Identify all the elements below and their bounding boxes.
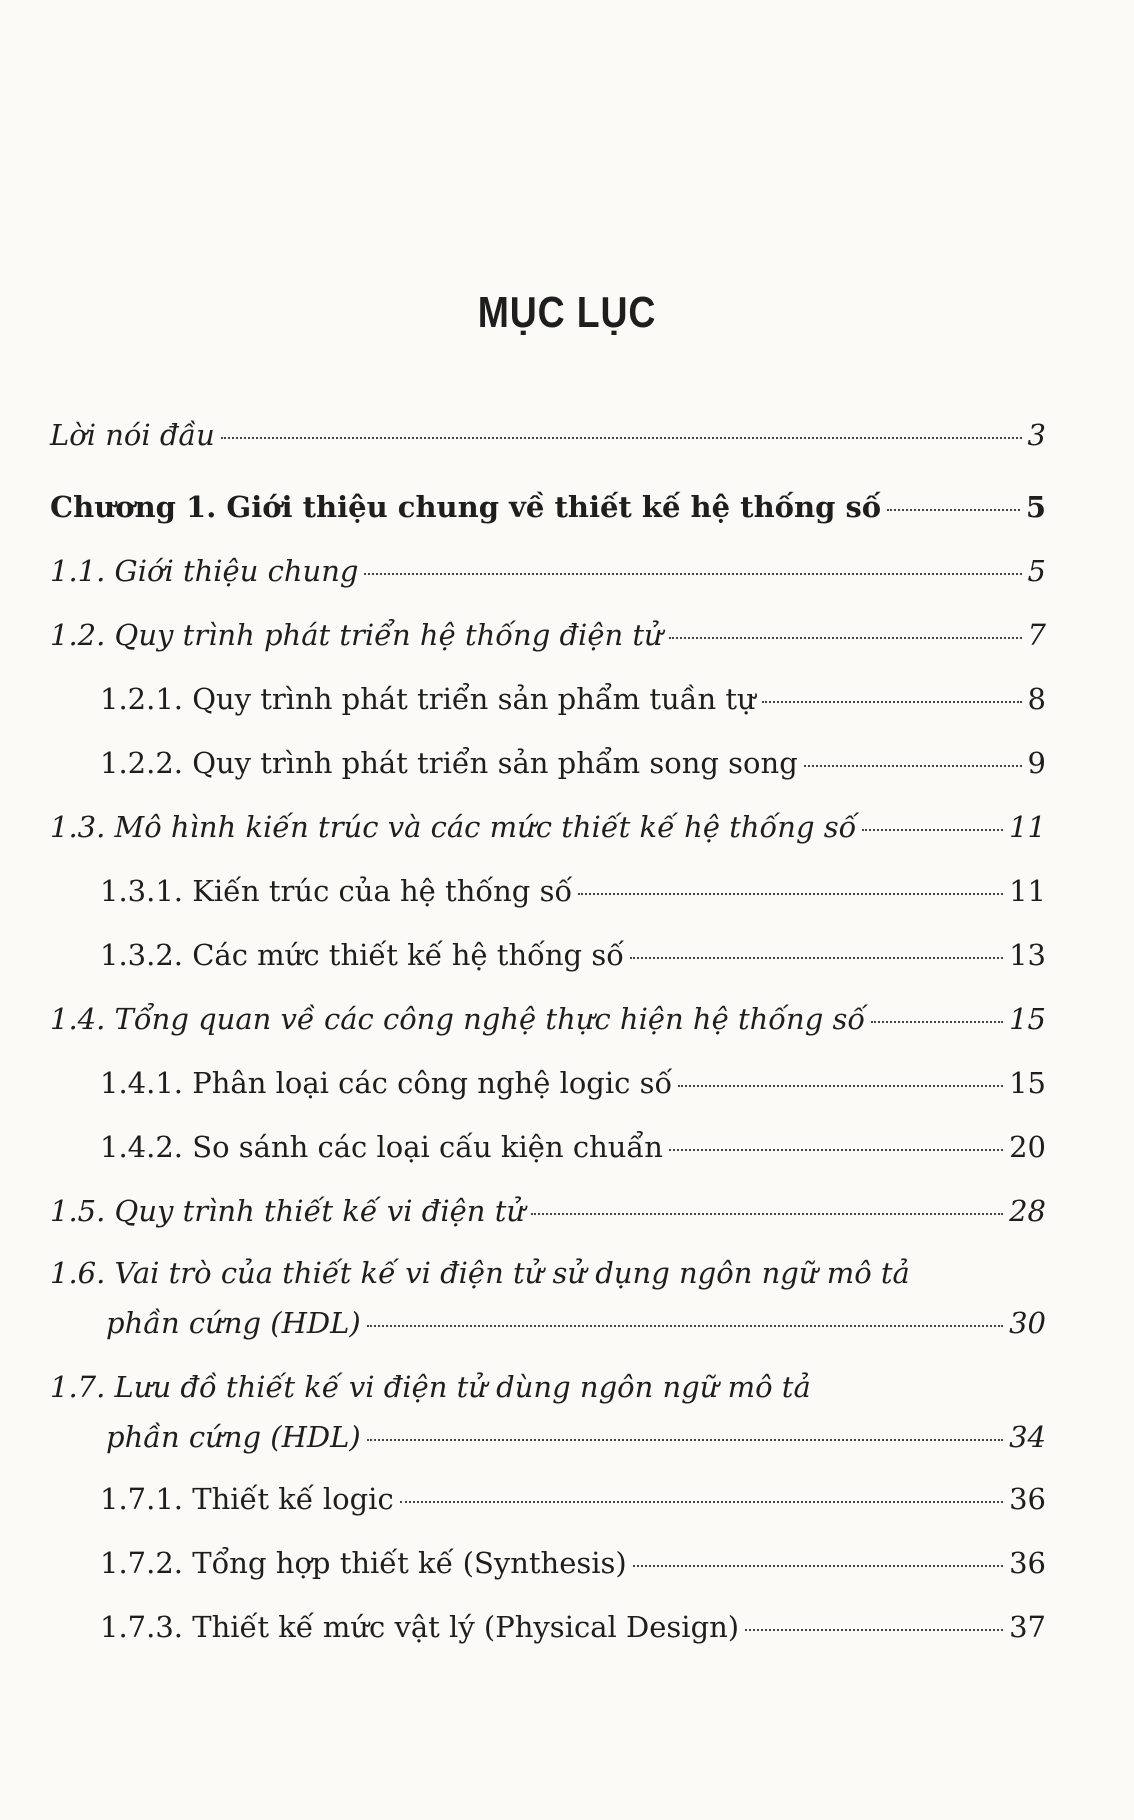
page-title: MỤC LỤC: [477, 288, 657, 337]
toc-page-number: 34: [1009, 1420, 1046, 1454]
toc-entry-1-1: [50, 554, 1046, 588]
dot-leader: [669, 637, 1022, 639]
dot-leader: [578, 893, 1003, 895]
toc-entry-text: 1.5. Quy trình thiết kế vi điện tử: [50, 1194, 526, 1228]
toc-entry-text: 1.6. Vai trò của thiết kế vi điện tử sử dụng ngôn ngữ mô tả: [50, 1256, 910, 1290]
toc-entry-text-continued: phần cứng (HDL): [106, 1420, 361, 1454]
toc-page-number: 11: [1009, 810, 1046, 844]
toc-page-number: 30: [1009, 1306, 1046, 1340]
toc-entry-text: Lời nói đầu: [50, 418, 215, 452]
toc-entry-1-4-2: [100, 1130, 1046, 1164]
toc-entry-preface: [50, 418, 1046, 452]
toc-page-number: 5: [1025, 490, 1046, 524]
toc-entry-chapter-1: [50, 490, 1046, 524]
toc-page-number: 28: [1009, 1194, 1046, 1228]
dot-leader: [221, 437, 1022, 439]
toc-entry-1-4-1: [100, 1066, 1046, 1100]
toc-entry-text: 1.1. Giới thiệu chung: [50, 554, 359, 588]
toc-entry-1-2: [50, 618, 1046, 652]
toc-entry-text: 1.4.1. Phân loại các công nghệ logic số: [100, 1066, 673, 1100]
toc-page-number: 11: [1009, 874, 1046, 908]
dot-leader: [862, 829, 1003, 831]
dot-leader: [871, 1021, 1003, 1023]
dot-leader: [630, 957, 1003, 959]
toc-entry-text: 1.2.2. Quy trình phát triển sản phẩm song song: [100, 746, 798, 780]
toc-page-number: 36: [1009, 1482, 1046, 1516]
dot-leader: [678, 1085, 1003, 1087]
toc-entry-text: 1.7.1. Thiết kế logic: [100, 1482, 394, 1516]
toc-entry-text: 1.7.2. Tổng hợp thiết kế (Synthesis): [100, 1546, 627, 1580]
toc-page-number: 36: [1009, 1546, 1046, 1580]
toc-page-number: 5: [1027, 554, 1046, 588]
toc-entry-text: 1.2. Quy trình phát triển hệ thống điện tử: [50, 618, 663, 652]
toc-entry-text: 1.7. Lưu đồ thiết kế vi điện tử dùng ngôn ngữ mô tả: [50, 1370, 811, 1404]
toc-entry-1-4: [50, 1002, 1046, 1036]
dot-leader: [364, 573, 1021, 575]
toc-entry-text: 1.3.1. Kiến trúc của hệ thống số: [100, 874, 573, 908]
toc-entry-1-7-3: [100, 1610, 1046, 1644]
toc-page-number: 37: [1009, 1610, 1046, 1644]
toc-page-number: 15: [1009, 1066, 1046, 1100]
dot-leader: [531, 1213, 1003, 1215]
toc-page-number: 7: [1027, 618, 1046, 652]
toc-entry-1-5: [50, 1194, 1046, 1228]
toc-page-number: 13: [1009, 938, 1046, 972]
toc-entry-1-2-1: [100, 682, 1046, 716]
toc-page-number: 15: [1009, 1002, 1046, 1036]
toc-entry-text: 1.7.3. Thiết kế mức vật lý (Physical Design): [100, 1610, 740, 1644]
toc-page-number: 20: [1009, 1130, 1046, 1164]
dot-leader: [367, 1439, 1003, 1441]
toc-entry-1-3-1: [100, 874, 1046, 908]
toc-entry-text-continued: phần cứng (HDL): [106, 1306, 361, 1340]
toc-page-number: 9: [1027, 746, 1046, 780]
dot-leader: [804, 765, 1022, 767]
toc-page-number: 3: [1027, 418, 1046, 452]
dot-leader: [745, 1629, 1003, 1631]
toc-entry-1-7-1: [100, 1482, 1046, 1516]
dot-leader: [762, 701, 1022, 703]
toc-entry-1-7-2: [100, 1546, 1046, 1580]
toc-entry-text: 1.4. Tổng quan về các công nghệ thực hiện hệ thống số: [50, 1002, 866, 1036]
toc-page-number: 8: [1027, 682, 1046, 716]
toc-entry-1-2-2: [100, 746, 1046, 780]
dot-leader: [367, 1325, 1003, 1327]
toc-entry-1-7: [50, 1370, 1046, 1454]
dot-leader: [400, 1501, 1003, 1503]
toc-entry-text: Chương 1. Giới thiệu chung về thiết kế hệ thống số: [50, 490, 882, 524]
toc-entry-1-3-2: [100, 938, 1046, 972]
toc-entry-1-3: [50, 810, 1046, 844]
dot-leader: [633, 1565, 1003, 1567]
dot-leader: [887, 509, 1020, 511]
toc-entry-text: 1.3. Mô hình kiến trúc và các mức thiết kế hệ thống số: [50, 810, 857, 844]
toc-entry-text: 1.2.1. Quy trình phát triển sản phẩm tuần tự: [100, 682, 756, 716]
toc-entry-1-6: [50, 1256, 1046, 1340]
dot-leader: [669, 1149, 1003, 1151]
toc-entry-text: 1.4.2. So sánh các loại cấu kiện chuẩn: [100, 1130, 663, 1164]
toc-entry-text: 1.3.2. Các mức thiết kế hệ thống số: [100, 938, 624, 972]
